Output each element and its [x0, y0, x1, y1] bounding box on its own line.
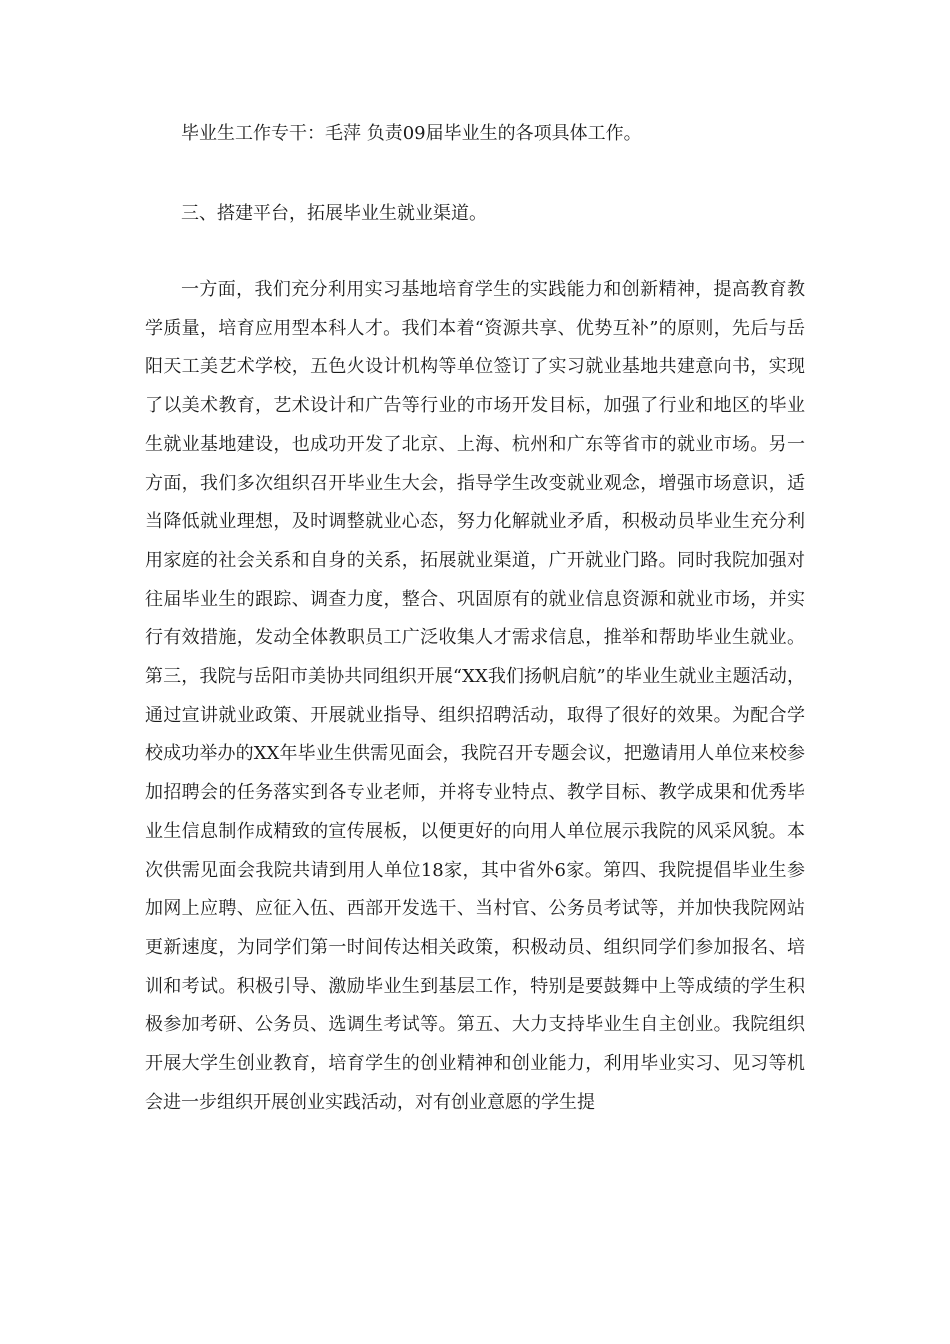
section-heading: 三、搭建平台，拓展毕业生就业渠道。 — [181, 203, 487, 224]
paragraph-body: 一方面，我们充分利用实习基地培育学生的实践能力和创新精神，提高教育教学质量，培育应用型本科人才。我们本着“资源共享、优势互补”的原则，先后与岳阳天工美艺术学校，五色火设计机构等单位签订了实习就业基地共建意向书，实现了以美术教育，艺术设计和广告等行业的市场开发目标，加强了行业和地区的毕业生就业基地建设，也成功开发了北京、上海、杭州和广东等省市的就业市场。另一方面，我们多次组织召开毕业生大会，指导学生改变就业观念，增强市场意识，适当降低就业理想，及时调整就业心态，努力化解就业矛盾，积极动员毕业生充分利用家庭的社会关系和自身的关系，拓展就业渠道，广开就业门路。同时我院加强对往届毕业生的跟踪、调查力度，整合、巩固原有的就业信息资源和就业市场，并实行有效措施，发动全体教职员工广泛收集人才需求信息，推举和帮助毕业生就业。第三，我院与岳阳市美协共同组织开展“XX我们扬帆启航”的毕业生就业主题活动，通过宣讲就业政策、开展就业指导、组织招聘活动，取得了很好的效果。为配合学校成功举办的XX年毕业生供需见面会，我院召开专题会议，把邀请用人单位来校参加招聘会的任务落实到各专业老师，并将专业特点、教学目标、教学成果和优秀毕业生信息制作成精致的宣传展板，以便更好的向用人单位展示我院的风采风貌。本次供需见面会我院共请到用人单位18家，其中省外6家。第四、我院提倡毕业生参加网上应聘、应征入伍、西部开发选干、当村官、公务员考试等，并加快我院网站更新速度，为同学们第一时间传达相关政策，积极动员、组织同学们参加报名、培训和考试。积极引导、激励毕业生到基层工作，特别是要鼓舞中上等成绩的学生积极参加考研、公务员、选调生考试等。第五、大力支持毕业生自主创业。我院组织开展大学生创业教育，培育学生的创业精神和创业能力，利用毕业实习、见习等机会进一步组织开展创业实践活动，对有创业意愿的学生提 — [145, 279, 805, 1113]
paragraph-staff-assignment: 毕业生工作专干：毛萍 负责09届毕业生的各项具体工作。 — [181, 123, 642, 144]
